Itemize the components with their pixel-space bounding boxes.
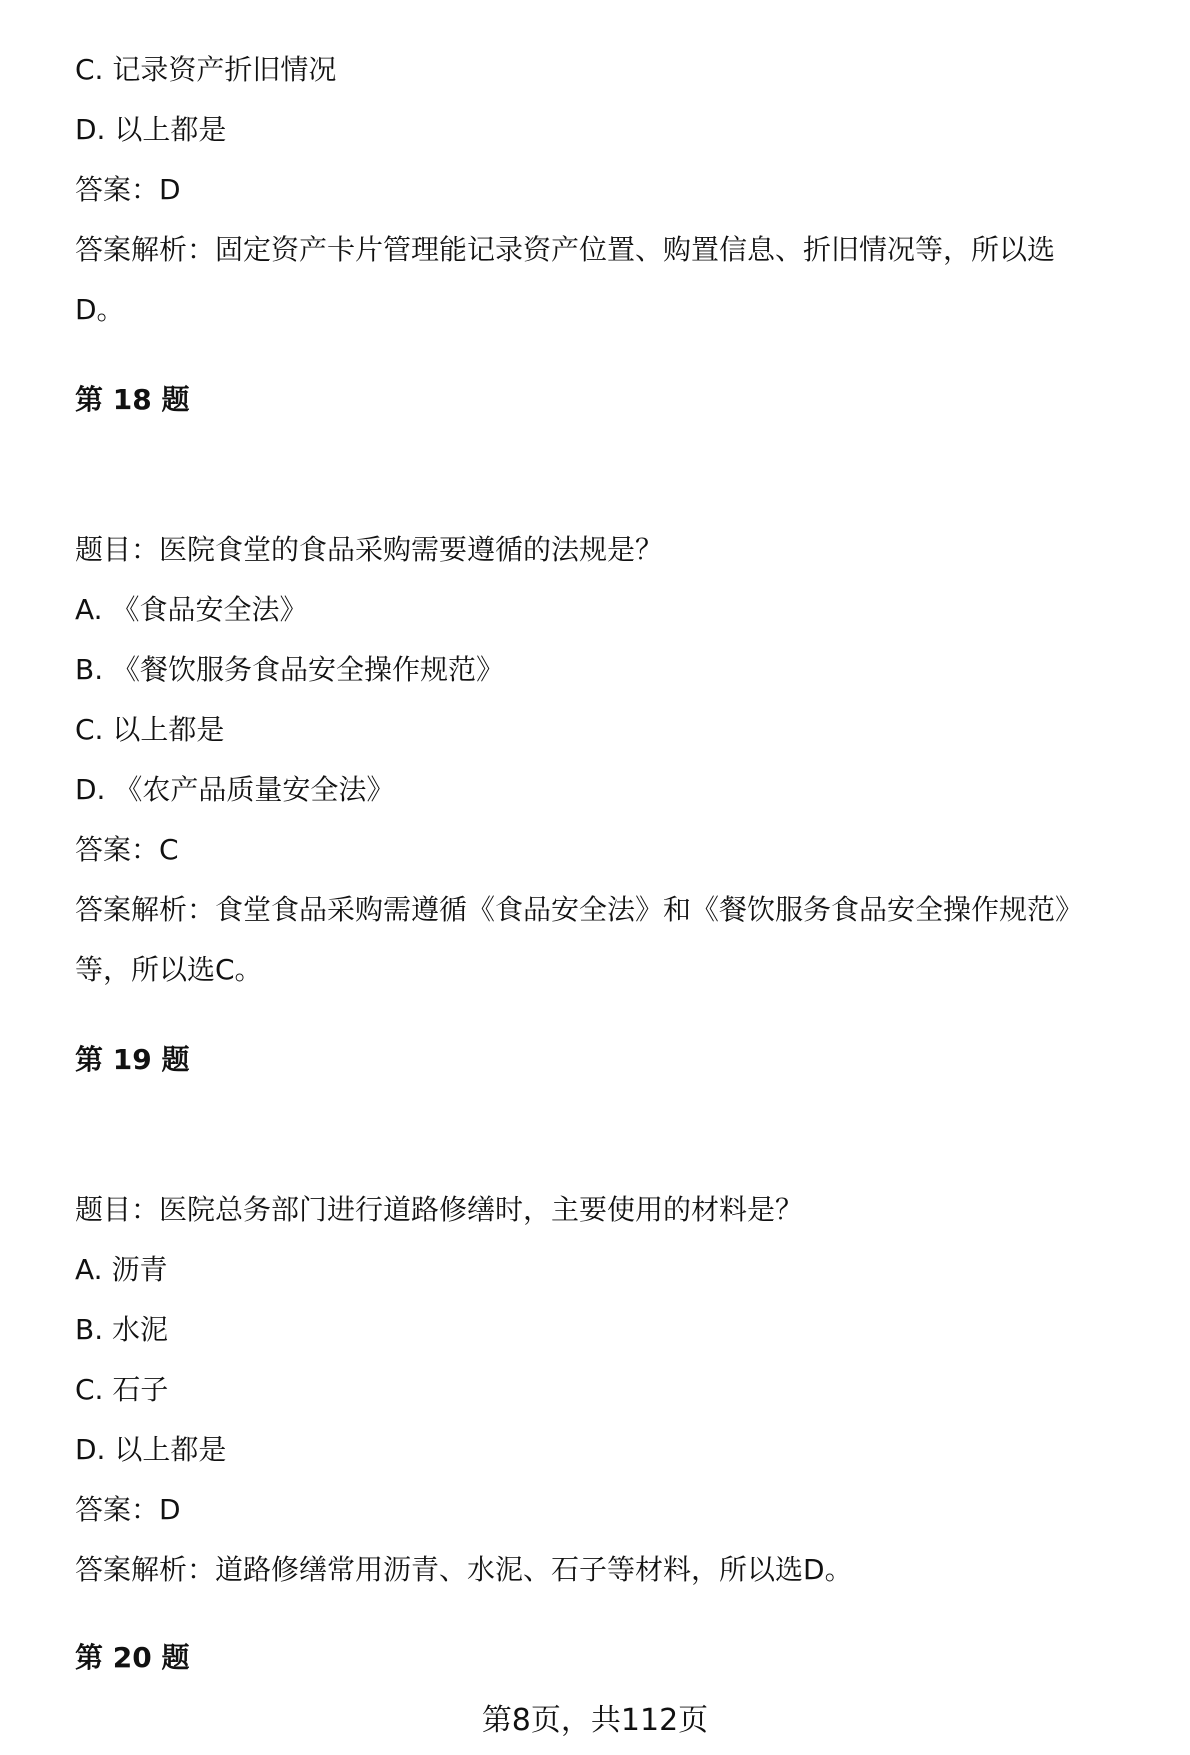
- q18-answer: 答案：C: [75, 833, 179, 866]
- q18-option-c: C. 以上都是: [75, 713, 225, 746]
- q19-explanation: 答案解析：道路修缮常用沥青、水泥、石子等材料，所以选D。: [75, 1553, 853, 1586]
- page-number: 第8页，共112页: [481, 1703, 709, 1738]
- q19-question: 题目：医院总务部门进行道路修缮时，主要使用的材料是？: [75, 1193, 804, 1226]
- q18-explanation-line2: 等，所以选C。: [75, 953, 263, 986]
- prev-option-d: D. 以上都是: [75, 113, 227, 146]
- q19-option-c: C. 石子: [75, 1373, 169, 1406]
- q19-option-d: D. 以上都是: [75, 1433, 227, 1466]
- prev-option-c: C. 记录资产折旧情况: [75, 53, 337, 86]
- q18-heading: 第 18 题: [75, 383, 190, 416]
- prev-answer: 答案：D: [75, 173, 181, 206]
- q18-question: 题目：医院食堂的食品采购需要遵循的法规是？: [75, 533, 664, 566]
- q18-option-a: A. 《食品安全法》: [75, 593, 308, 626]
- q20-heading: 第 20 题: [75, 1641, 190, 1674]
- q19-heading: 第 19 题: [75, 1043, 190, 1076]
- q18-option-b: B. 《餐饮服务食品安全操作规范》: [75, 653, 505, 686]
- q19-option-a: A. 沥青: [75, 1253, 168, 1286]
- q19-option-b: B. 水泥: [75, 1313, 169, 1346]
- prev-explanation-line1: 答案解析：固定资产卡片管理能记录资产位置、购置信息、折旧情况等，所以选: [75, 233, 1056, 266]
- q18-option-d: D. 《农产品质量安全法》: [75, 773, 395, 806]
- prev-explanation-line2: D。: [75, 293, 125, 326]
- q18-explanation-line1: 答案解析：食堂食品采购需遵循《食品安全法》和《餐饮服务食品安全操作规范》: [75, 893, 1084, 926]
- q19-answer: 答案：D: [75, 1493, 181, 1526]
